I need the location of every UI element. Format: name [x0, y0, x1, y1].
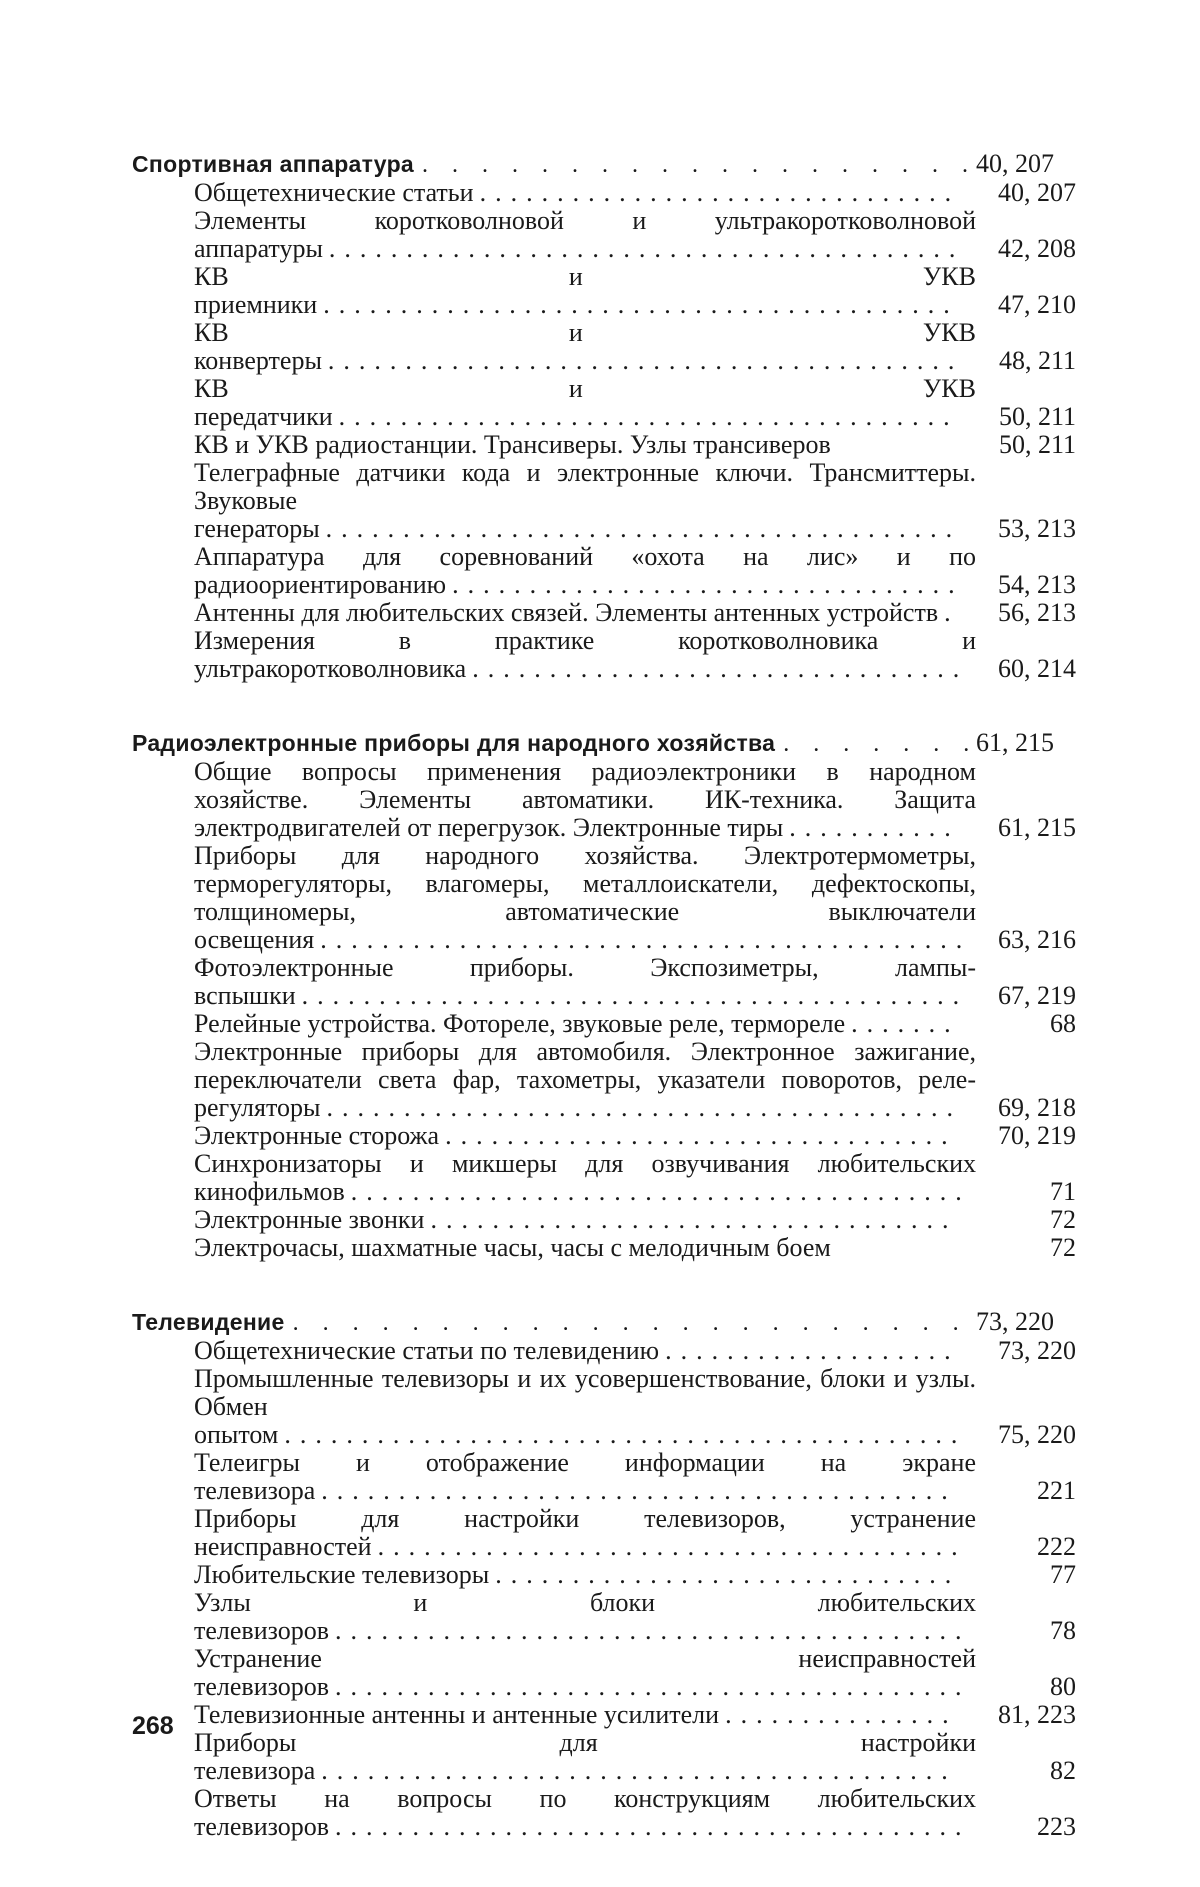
toc-section	[132, 1308, 1076, 1841]
toc-entry	[194, 1365, 1076, 1449]
entry-body	[194, 1785, 976, 1841]
entry-text-wrap	[194, 1038, 976, 1122]
toc-entry	[194, 1010, 1076, 1038]
entry-title: Электронные сторожа	[194, 1121, 439, 1150]
dot-leader: ..............................	[495, 1560, 960, 1589]
entry-pages: 81, 223	[976, 1701, 1076, 1729]
entry-pages: 75, 220	[976, 1421, 1076, 1449]
dot-leader: ..................................	[430, 1205, 957, 1234]
dot-leader: .........................................	[323, 290, 959, 319]
entry-text-wrap	[194, 459, 976, 543]
entry-body	[194, 207, 976, 263]
dot-leader: ............................................	[284, 1420, 966, 1449]
entry-body	[194, 1206, 976, 1234]
entry-body	[194, 1645, 976, 1701]
entry-pages: 72	[976, 1206, 1076, 1234]
entry-pages: 77	[976, 1561, 1076, 1589]
entry-text-wrap	[194, 1729, 976, 1785]
dot-leader: .................................	[445, 1121, 957, 1150]
entry-title: КВ и УКВ передатчики	[194, 374, 976, 431]
entry-text-wrap	[194, 1645, 976, 1701]
toc-entry	[194, 319, 1076, 375]
entry-pages: 54, 213	[976, 571, 1076, 599]
dot-leader: ...............................	[480, 178, 961, 207]
toc-entry	[194, 543, 1076, 599]
entry-title: Узлы и блоки любительских телевизоров	[194, 1588, 976, 1645]
section-heading	[132, 1308, 1076, 1337]
dot-leader: .........................................	[335, 1616, 971, 1645]
toc-entry	[194, 375, 1076, 431]
entry-text-wrap	[194, 1505, 976, 1561]
entry-text-wrap	[194, 1701, 976, 1729]
entry-body	[194, 431, 976, 459]
entry-title: Электронные приборы для автомобиля. Электронное зажигание, переключатели света фар, тахометры, указатели поворотов, реле-регуляторы	[194, 1037, 976, 1122]
entry-title: Общетехнические статьи по телевидению	[194, 1336, 659, 1365]
entry-pages: 82	[976, 1757, 1076, 1785]
toc-entry	[194, 1449, 1076, 1505]
entry-title: Элементы коротковолновой и ультракоротковолновой аппаратуры	[194, 206, 976, 263]
entry-title: Фотоэлектронные приборы. Экспозиметры, лампы-вспышки	[194, 953, 976, 1010]
dot-leader: ........................................	[339, 402, 959, 431]
entry-text-wrap	[194, 1449, 976, 1505]
entry-title: Телевизионные антенны и антенные усилители	[194, 1700, 719, 1729]
entry-text-wrap	[194, 1122, 976, 1150]
toc-section	[132, 729, 1076, 1262]
entry-title: Аппаратура для соревнований «охота на лис» и по радиоориентированию	[194, 542, 976, 599]
entry-pages: 67, 219	[976, 982, 1076, 1010]
toc-entry	[194, 263, 1076, 319]
entry-text-wrap	[194, 627, 976, 683]
dot-leader	[783, 730, 968, 758]
dot-leader: .........................................	[321, 1756, 957, 1785]
entry-text-wrap	[194, 1785, 976, 1841]
dot-leader: ......................................	[378, 1532, 967, 1561]
dot-leader: ...................	[665, 1336, 960, 1365]
dot-leader: .........................................	[328, 346, 964, 375]
dot-leader: .........................................	[335, 1812, 971, 1841]
entry-title: Устранение неисправностей телевизоров	[194, 1644, 976, 1701]
toc-entry	[194, 207, 1076, 263]
entry-pages: 42, 208	[976, 235, 1076, 263]
dot-leader: ........................................	[351, 1177, 971, 1206]
dot-leader: ...........	[789, 813, 960, 842]
entry-pages: 48, 211	[976, 347, 1076, 375]
section-heading	[132, 150, 1076, 179]
toc-entry	[194, 758, 1076, 842]
dot-leader: .	[944, 598, 960, 627]
dot-leader: ...........................................	[302, 981, 969, 1010]
entry-title: Ответы на вопросы по конструкциям любительских телевизоров	[194, 1784, 976, 1841]
entry-pages: 71	[976, 1178, 1076, 1206]
entry-text-wrap	[194, 543, 976, 599]
entry-pages: 60, 214	[976, 655, 1076, 683]
entry-pages: 47, 210	[976, 291, 1076, 319]
toc-entry	[194, 1645, 1076, 1701]
entry-pages: 61, 215	[976, 814, 1076, 842]
entry-body	[194, 1234, 976, 1262]
toc-entry	[194, 179, 1076, 207]
entry-body	[194, 1449, 976, 1505]
toc-entry	[194, 1337, 1076, 1365]
entry-pages: 63, 216	[976, 926, 1076, 954]
entry-body	[194, 375, 976, 431]
entry-title: Телеигры и отображение информации на экране телевизора	[194, 1448, 976, 1505]
toc-entry	[194, 1150, 1076, 1206]
dot-leader	[293, 1309, 968, 1337]
entry-pages: 223	[976, 1813, 1076, 1841]
toc-entry	[194, 1785, 1076, 1841]
entry-title: Общетехнические статьи	[194, 178, 474, 207]
entry-body	[194, 1729, 976, 1785]
entry-text-wrap	[194, 1561, 976, 1589]
section-title: Радиоэлектронные приборы для народного хозяйства	[132, 729, 775, 757]
entry-text-wrap	[194, 319, 976, 375]
section-pages: 73, 220	[976, 1308, 1076, 1336]
entry-title: Приборы для народного хозяйства. Электротермометры, терморегуляторы, влагомеры, металлоискатели, дефектоскопы, толщиномеры, автоматические выключатели освещения	[194, 841, 976, 954]
entry-text-wrap	[194, 599, 976, 627]
toc-entry	[194, 842, 1076, 954]
section-title: Телевидение	[132, 1308, 285, 1336]
toc-entry	[194, 1038, 1076, 1122]
dot-leader: ...............	[725, 1700, 958, 1729]
section-title: Спортивная аппаратура	[132, 150, 414, 178]
dot-leader: .........................................	[329, 234, 965, 263]
dot-leader: .........................................	[335, 1672, 971, 1701]
entry-pages: 73, 220	[976, 1337, 1076, 1365]
entry-body	[194, 599, 976, 627]
entry-text-wrap	[194, 375, 976, 431]
entry-pages: 222	[976, 1533, 1076, 1561]
entry-body	[194, 263, 976, 319]
dot-leader: .........................................	[326, 1093, 962, 1122]
entry-text-wrap	[194, 207, 976, 263]
entry-text-wrap	[194, 1010, 976, 1038]
toc-entry	[194, 954, 1076, 1010]
entry-text-wrap	[194, 263, 976, 319]
entry-title: Синхронизаторы и микшеры для озвучивания любительских кинофильмов	[194, 1149, 976, 1206]
dot-leader: .................................	[452, 570, 964, 599]
entry-title: КВ и УКВ приемники	[194, 262, 976, 319]
toc-entry	[194, 1729, 1076, 1785]
section-heading	[132, 729, 1076, 758]
dot-leader: .......	[851, 1009, 960, 1038]
entry-body	[194, 1505, 976, 1561]
entry-body	[194, 1337, 976, 1365]
entry-pages: 56, 213	[976, 599, 1076, 627]
entry-body	[194, 1010, 976, 1038]
entry-text-wrap	[194, 842, 976, 954]
dot-leader: ..........................................	[320, 925, 971, 954]
entry-body	[194, 627, 976, 683]
toc-entry	[194, 1701, 1076, 1729]
toc-entry	[194, 431, 1076, 459]
toc-entry	[194, 459, 1076, 543]
entry-text-wrap	[194, 758, 976, 842]
entry-body	[194, 1150, 976, 1206]
toc-entry	[194, 627, 1076, 683]
entry-title: Промышленные телевизоры и их усовершенствование, блоки и узлы. Обмен опытом	[194, 1364, 976, 1449]
entry-title: КВ и УКВ радиостанции. Трансиверы. Узлы трансиверов	[194, 430, 831, 459]
dot-leader: .........................................	[321, 1476, 957, 1505]
entry-text-wrap	[194, 1150, 976, 1206]
entry-pages: 50, 211	[976, 403, 1076, 431]
entry-title: Релейные устройства. Фотореле, звуковые реле, термореле	[194, 1009, 845, 1038]
entry-pages: 221	[976, 1477, 1076, 1505]
entry-title: Телеграфные датчики кода и электронные ключи. Трансмиттеры. Звуковые генераторы	[194, 458, 976, 543]
entry-pages: 70, 219	[976, 1122, 1076, 1150]
toc-page	[132, 150, 1076, 1887]
toc-entry	[194, 1122, 1076, 1150]
entry-pages: 80	[976, 1673, 1076, 1701]
dot-leader: ................................	[472, 654, 968, 683]
entry-title: Любительские телевизоры	[194, 1560, 489, 1589]
entry-body	[194, 954, 976, 1010]
entry-text-wrap	[194, 1365, 976, 1449]
entry-title: Приборы для настройки телевизора	[194, 1728, 976, 1785]
entry-pages: 72	[976, 1234, 1076, 1262]
entry-pages: 78	[976, 1617, 1076, 1645]
entry-body	[194, 459, 976, 543]
entry-body	[194, 1561, 976, 1589]
entry-body	[194, 179, 976, 207]
entry-body	[194, 758, 976, 842]
entry-title: Электрочасы, шахматные часы, часы с мелодичным боем	[194, 1233, 831, 1262]
entry-body	[194, 1122, 976, 1150]
entry-text-wrap	[194, 954, 976, 1010]
entry-text-wrap	[194, 1206, 976, 1234]
entry-title: Приборы для настройки телевизоров, устранение неисправностей	[194, 1504, 976, 1561]
entry-text-wrap	[194, 1337, 976, 1365]
toc-entry	[194, 1561, 1076, 1589]
entry-text-wrap	[194, 1589, 976, 1645]
entry-body	[194, 543, 976, 599]
toc-section	[132, 150, 1076, 683]
toc-entry	[194, 1505, 1076, 1561]
dot-leader: .........................................	[326, 514, 962, 543]
entry-pages: 53, 213	[976, 515, 1076, 543]
toc-entry	[194, 1234, 1076, 1262]
entry-body	[194, 1365, 976, 1449]
entry-body	[194, 1038, 976, 1122]
entry-title: Электронные звонки	[194, 1205, 424, 1234]
toc-entry	[194, 599, 1076, 627]
toc-entry	[194, 1589, 1076, 1645]
toc-entry	[194, 1206, 1076, 1234]
entry-text-wrap	[194, 1234, 976, 1262]
entry-title: Измерения в практике коротковолновика и ультракоротковолновика	[194, 626, 976, 683]
entry-body	[194, 319, 976, 375]
entry-body	[194, 1589, 976, 1645]
entry-body	[194, 842, 976, 954]
entry-title: КВ и УКВ конвертеры	[194, 318, 976, 375]
page-number: 268	[132, 1712, 174, 1741]
entry-pages: 68	[976, 1010, 1076, 1038]
entry-title: Антенны для любительских связей. Элементы антенных устройств	[194, 598, 938, 627]
section-pages: 61, 215	[976, 729, 1076, 757]
entry-title: Общие вопросы применения радиоэлектроники в народном хозяйстве. Элементы автоматики. ИК-техника. Защита электродвигателей от перегрузок. Электронные тиры	[194, 757, 976, 842]
entry-text-wrap	[194, 179, 976, 207]
entry-text-wrap	[194, 431, 976, 459]
section-pages: 40, 207	[976, 150, 1076, 178]
entry-pages: 50, 211	[976, 431, 1076, 459]
entry-pages: 40, 207	[976, 179, 1076, 207]
entry-pages: 69, 218	[976, 1094, 1076, 1122]
dot-leader	[422, 151, 968, 179]
entry-body	[194, 1701, 976, 1729]
